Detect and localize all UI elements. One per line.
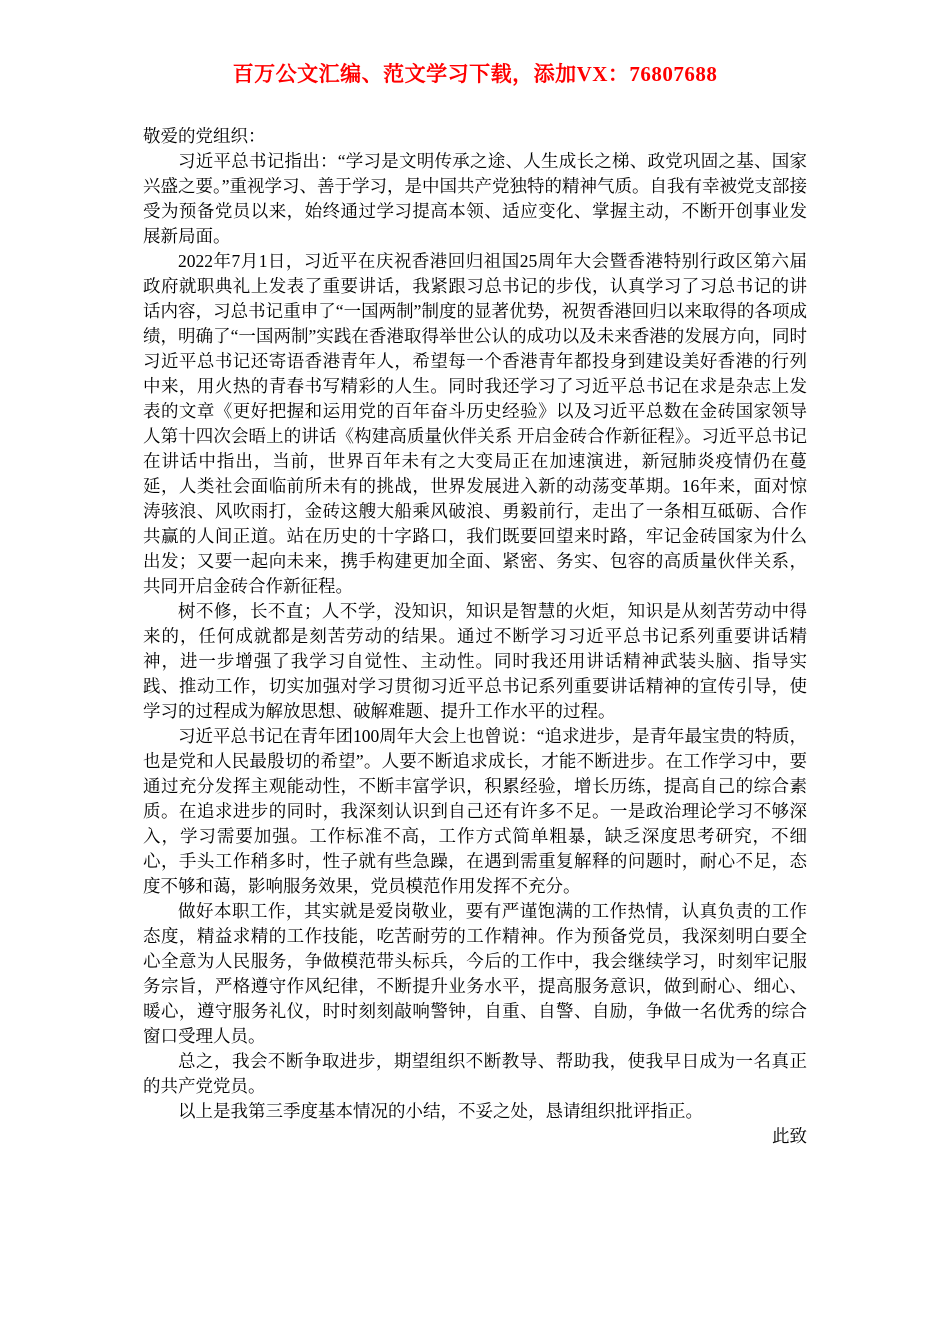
paragraph-knowledge: 树不修，长不直；人不学，没知识，知识是智慧的火炬，知识是从刻苦劳动中得来的，任何成就都是刻苦劳动的结果。通过不断学习习近平总书记系列重要讲话精神，进一步增强了我学习自觉性、主动性。同时我还用讲话精神武装头脑、指导实践、推动工作，切实加强对学习贯彻习近平总书记系列重要讲话精神的宣传引导，使学习的过程成为解放思想、破解难题、提升工作水平的过程。 — [143, 601, 807, 721]
paragraph-self-criticism: 习近平总书记在青年团100周年大会上也曾说：“追求进步，是青年最宝贵的特质，也是党和人民最殷切的希望”。人要不断追求成长，才能不断进步。在工作学习中，要通过充分发挥主观能动性，不断丰富学识，积累经验，增长历练，提高自己的综合素质。在追求进步的同时，我深刻认识到自己还有许多不足。一是政治理论学习不够深入，学习需要加强。工作标准不高，工作方式简单粗暴，缺乏深度思考研究，不细心，手头工作稍多时，性子就有些急躁，在遇到需重复解释的问题时，耐心不足，态度不够和蔼，影响服务效果，党员模范作用发挥不充分。 — [143, 726, 808, 896]
paragraph-work-attitude: 做好本职工作，其实就是爱岗敬业，要有严谨饱满的工作热情，认真负责的工作态度，精益求精的工作技能，吃苦耐劳的工作精神。作为预备党员，我深刻明白要全心全意为人民服务，争做模范带头标兵，今后的工作中，我会继续学习，时刻牢记服务宗旨，严格遵守作风纪律，不断提升业务水平，提高服务意识，做到耐心、细心、暖心，遵守服务礼仪，时时刻刻敲响警钟，自重、自警、自励，争做一名优秀的综合窗口受理人员。 — [143, 901, 807, 1046]
paragraph-request: 以上是我第三季度基本情况的小结，不妥之处，恳请组织批评指正。 — [178, 1101, 703, 1121]
ad-banner-text: 百万公文汇编、范文学习下载，添加VX：76807688 — [232, 62, 718, 86]
closing-salute: 此致 — [772, 1126, 807, 1146]
paragraph-summary: 总之，我会不断争取进步，期望组织不断教导、帮助我，使我早日成为一名真正的共产党党员。 — [143, 1051, 807, 1096]
document-body — [143, 124, 807, 1149]
salutation: 敬爱的党组织： — [143, 126, 266, 146]
paragraph-speech-study: 2022年7月1日，习近平在庆祝香港回归祖国25周年大会暨香港特别行政区第六届政府就职典礼上发表了重要讲话，我紧跟习总书记的步伐，认真学习了习总书记的讲话内容，习总书记重申了“一国两制”制度的显著优势，祝贺香港回归以来取得的各项成绩，明确了“一国两制”实践在香港取得举世公认的成功以及未来香港的发展方向，同时习近平总书记还寄语香港青年人，希望每一个香港青年都投身到建设美好香港的行列中来，用火热的青春书写精彩的人生。同时我还学习了习近平总书记在求是杂志上发表的文章《更好把握和运用党的百年奋斗历史经验》以及习近平总数在金砖国家领导人第十四次会晤上的讲话《构建高质量伙伴关系 开启金砖合作新征程》。习近平总书记在讲话中指出，当前，世界百年未有之大变局正在加速演进，新冠肺炎疫情仍在蔓延，人类社会面临前所未有的挑战，世界发展进入新的动荡变革期。16年来，面对惊涛骇浪、风吹雨打，金砖这艘大船乘风破浪、勇毅前行，走出了一条相互砥砺、合作共赢的人间正道。站在历史的十字路口，我们既要回望来时路，牢记金砖国家为什么出发；又要一起向未来，携手构建更加全面、紧密、务实、包容的高质量伙伴关系，共同开启金砖合作新征程。 — [143, 251, 807, 596]
paragraph-study-importance: 习近平总书记指出：“学习是文明传承之途、人生成长之梯、政党巩固之基、国家兴盛之要。”重视学习、善于学习，是中国共产党独特的精神气质。自我有幸被党支部接受为预备党员以来，始终通过学习提高本领、适应变化、掌握主动，不断开创事业发展新局面。 — [143, 151, 808, 246]
